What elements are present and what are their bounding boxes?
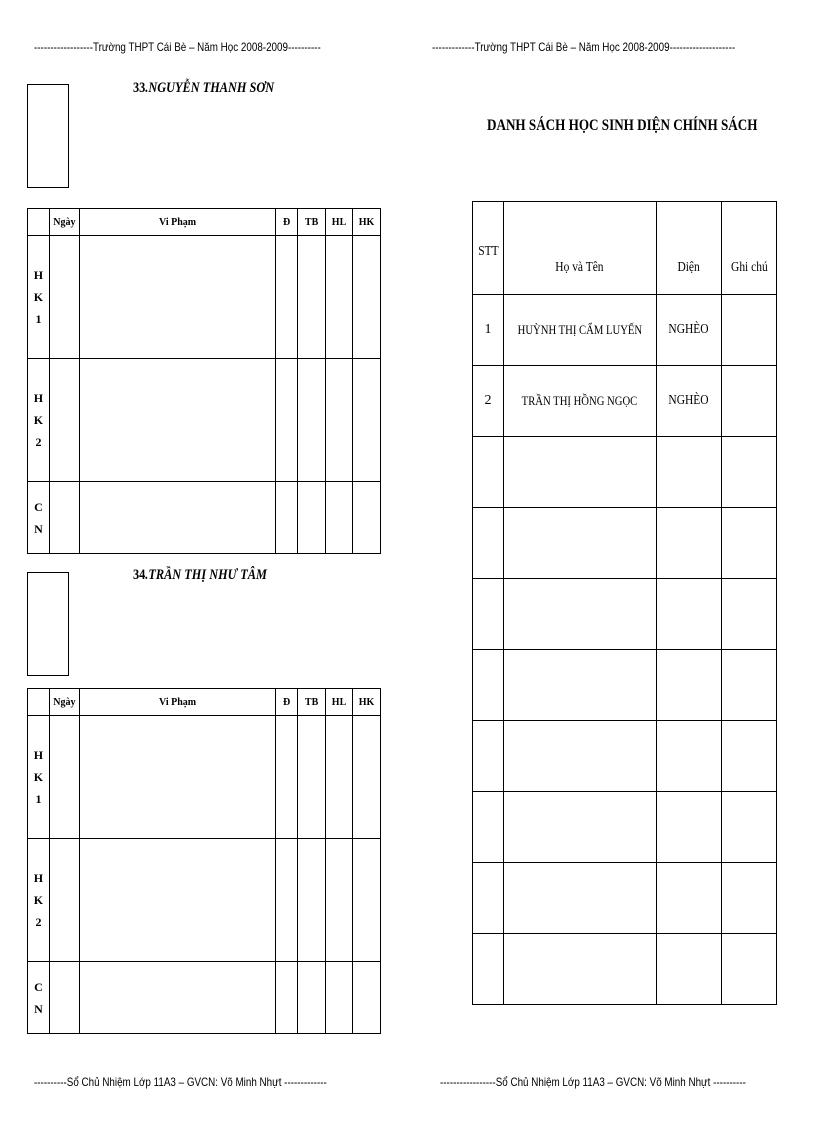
col-vi-pham: Vi Phạm bbox=[79, 689, 275, 716]
policy-student-table bbox=[472, 201, 777, 1005]
corner-cell bbox=[28, 209, 50, 236]
corner-cell bbox=[28, 689, 50, 716]
semester-label-hk1: H K 1 bbox=[28, 236, 50, 359]
header-left: ------------------Trường THPT Cái Bè – Năm Học 2008-2009---------- bbox=[34, 40, 321, 54]
semester-label-cn: C N bbox=[28, 482, 50, 554]
table-row: 1 HUỲNH THỊ CẨM LUYẾN NGHÈO bbox=[473, 295, 777, 366]
col-hk: HK bbox=[353, 209, 381, 236]
col-d: Đ bbox=[276, 209, 298, 236]
semester-label-hk2: H K 2 bbox=[28, 359, 50, 482]
col-stt: STT bbox=[473, 202, 504, 295]
table-row bbox=[473, 508, 777, 579]
table-row: 2 TRẦN THỊ HỒNG NGỌC NGHÈO bbox=[473, 366, 777, 437]
table-row bbox=[473, 792, 777, 863]
semester-label-cn: C N bbox=[28, 962, 50, 1034]
semester-label-hk2: H K 2 bbox=[28, 839, 50, 962]
photo-placeholder bbox=[27, 572, 69, 676]
col-tb: TB bbox=[298, 209, 326, 236]
col-ghi-chu: Ghi chú bbox=[721, 202, 776, 295]
page-title: DANH SÁCH HỌC SINH DIỆN CHÍNH SÁCH bbox=[487, 117, 758, 134]
table-row bbox=[473, 934, 777, 1005]
col-hk: HK bbox=[353, 689, 381, 716]
col-hl: HL bbox=[326, 209, 353, 236]
col-tb: TB bbox=[298, 689, 326, 716]
col-vi-pham: Vi Phạm bbox=[79, 209, 275, 236]
student-name: 33.NGUYỄN THANH SƠN bbox=[133, 80, 275, 96]
photo-placeholder bbox=[27, 84, 69, 188]
table-row bbox=[473, 650, 777, 721]
header-right: -------------Trường THPT Cái Bè – Năm Học 2008-2009-------------------- bbox=[432, 40, 736, 54]
col-dien: Diện bbox=[656, 202, 721, 295]
col-ngay: Ngày bbox=[49, 689, 79, 716]
table-row bbox=[473, 579, 777, 650]
col-ho-ten: Họ và Tên bbox=[503, 202, 656, 295]
table-row bbox=[473, 721, 777, 792]
table-row bbox=[473, 863, 777, 934]
footer-right: -----------------Sổ Chủ Nhiệm Lớp 11A3 – GVCN: Võ Minh Nhựt ---------- bbox=[440, 1075, 746, 1089]
col-ngay: Ngày bbox=[49, 209, 79, 236]
student-name: 34.TRẦN THỊ NHƯ TÂM bbox=[133, 567, 267, 583]
col-d: Đ bbox=[276, 689, 298, 716]
conduct-record-table bbox=[27, 208, 381, 554]
col-hl: HL bbox=[326, 689, 353, 716]
semester-label-hk1: H K 1 bbox=[28, 716, 50, 839]
footer-left: ----------Sổ Chủ Nhiệm Lớp 11A3 – GVCN: Võ Minh Nhựt ------------- bbox=[34, 1075, 327, 1089]
conduct-record-table bbox=[27, 688, 381, 1034]
table-row bbox=[473, 437, 777, 508]
